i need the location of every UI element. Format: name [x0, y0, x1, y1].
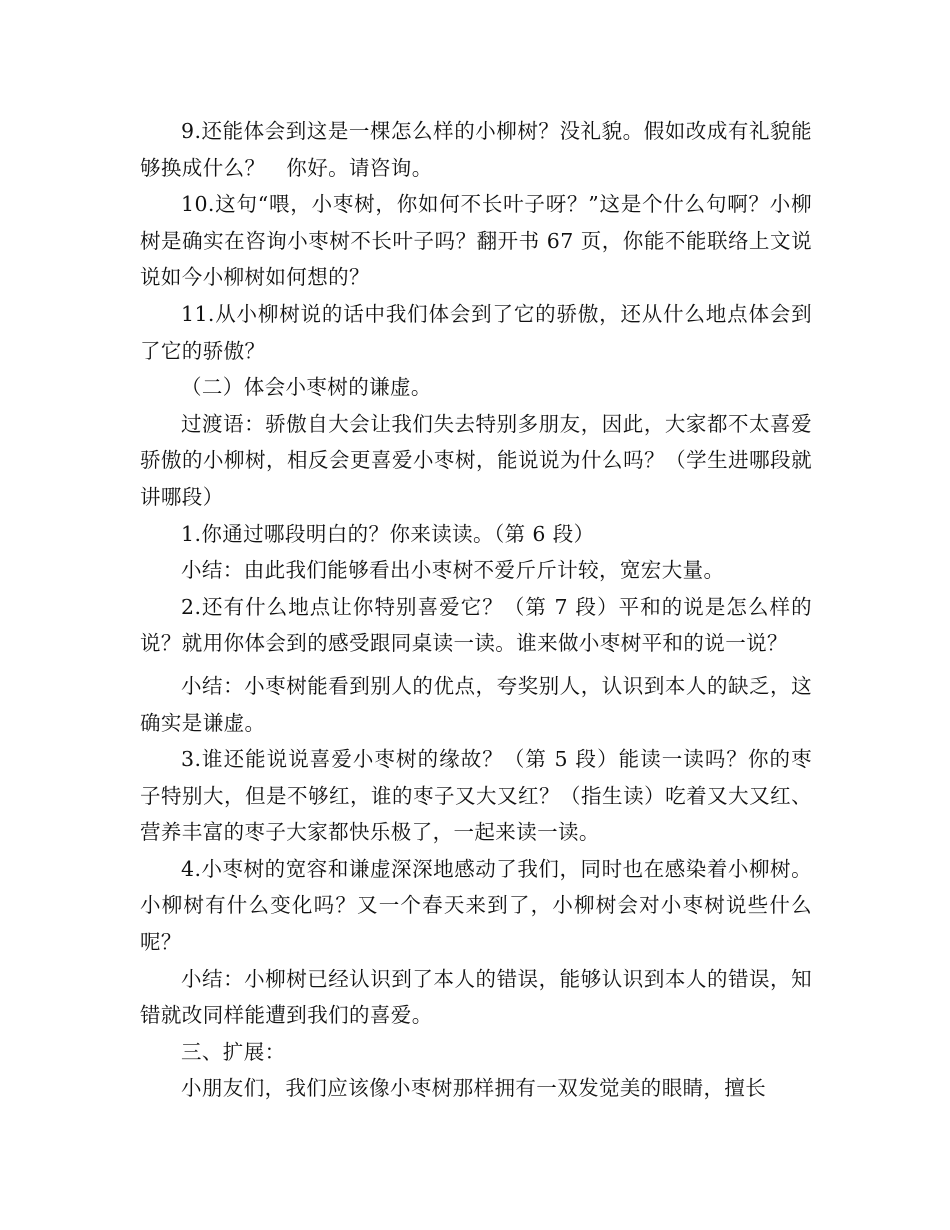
paragraph-transition: 过渡语：骄傲自大会让我们失去特别多朋友，因此，大家都不太喜爱骄傲的小柳树，相反会更喜爱小枣树，能说说为什么吗？（学生进哪段就讲哪段）: [140, 411, 812, 509]
paragraph-item-2: 2.还有什么地点让你特别喜爱它？（第 7 段）平和的说是怎么样的说？就用你体会到的感受跟同桌读一读。谁来做小枣树平和的说一说？: [140, 594, 812, 656]
paragraph-summary-2: 小结：小枣树能看到别人的优点，夸奖别人，认识到本人的缺乏，这确实是谦虚。: [140, 673, 812, 735]
paragraph-summary-4: 小结：小柳树已经认识到了本人的错误，能够认识到本人的错误，知错就改同样能遭到我们的喜爱。: [140, 966, 812, 1028]
paragraph-question-9: 9.还能体会到这是一棵怎么样的小柳树？没礼貌。假如改成有礼貌能够换成什么？ 你好。请咨询。: [140, 119, 812, 180]
paragraph-question-11: 11.从小柳树说的话中我们体会到了它的骄傲，还从什么地点体会到了它的骄傲？: [140, 301, 812, 363]
paragraph-summary-1: 小结：由此我们能够看出小枣树不爱斤斤计较，宽宏大量。: [181, 558, 725, 583]
paragraph-item-4: 4.小枣树的宽容和谦虚深深地感动了我们，同时也在感染着小柳树。小柳树有什么变化吗？又一个春天来到了，小柳树会对小枣树说些什么呢？: [140, 856, 812, 955]
paragraph-extension: 小朋友们，我们应该像小枣树那样拥有一双发觉美的眼睛，擅长: [181, 1076, 767, 1101]
paragraph-item-3: 3.谁还能说说喜爱小枣树的缘故？（第 5 段）能读一读吗？你的枣子特别大，但是不够红，谁的枣子又大又红？（指生读）吃着又大又红、营养丰富的枣子大家都快乐极了，一起来读一读。: [140, 747, 812, 845]
paragraph-item-1: 1.你通过哪段明白的？你来读读。（第 6 段）: [181, 521, 595, 546]
section-heading-extension: 三、扩展：: [181, 1039, 286, 1064]
section-heading-jujube-modesty: （二）体会小枣树的谦虚。: [181, 375, 432, 400]
document-body: [140, 113, 812, 1107]
paragraph-question-10: 10.这句“喂，小枣树，你如何不长叶子呀？”这是个什么句啊？小柳树是确实在咨询小枣树不长叶子吗？翻开书 67 页，你能不能联络上文说说如今小柳树如何想的？: [140, 192, 812, 290]
